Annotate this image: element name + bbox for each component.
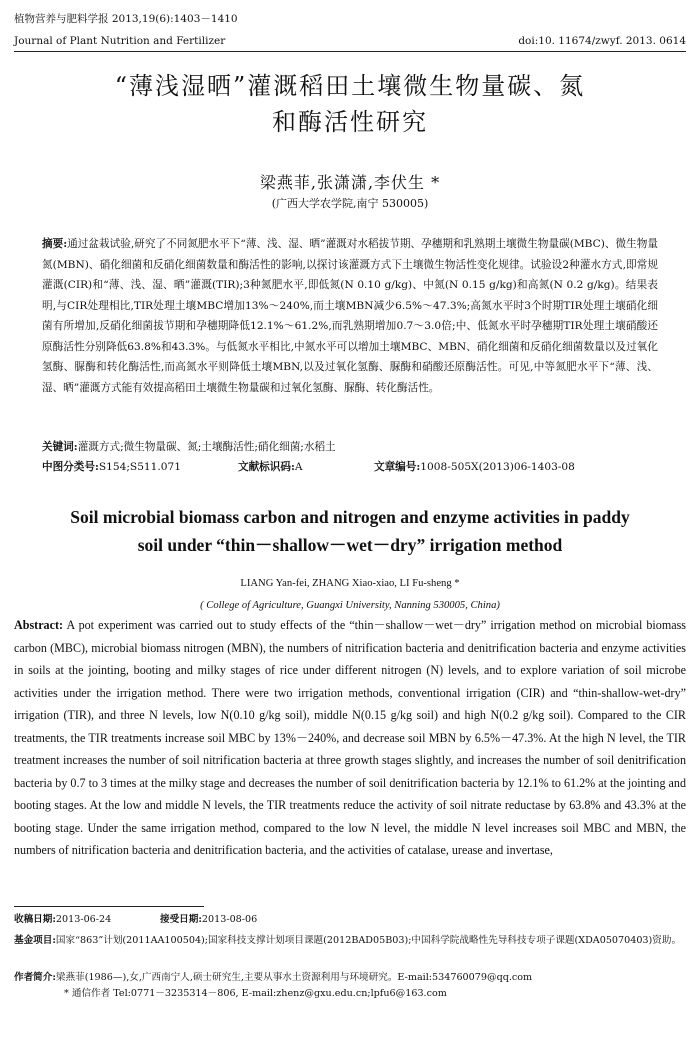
en-abstract-label: Abstract:	[14, 618, 64, 632]
journal-header-cn: 植物营养与肥料学报 2013,19(6):1403－1410	[14, 13, 238, 25]
footnote-rule	[14, 906, 204, 907]
clc-value: S154;S511.071	[98, 461, 182, 473]
journal-header-en: Journal of Plant Nutrition and Fertilizer	[14, 35, 226, 47]
cn-title-line-2: 和酶活性研究	[272, 108, 428, 136]
cn-abstract-text: 通过盆栽试验,研究了不同氮肥水平下“薄、浅、湿、晒”灌溉对水稻拔节期、孕穗期和乳熟期土壤微生物量碳(MBC)、微生物量氮(MBN)、硝化细菌和反硝化细菌数量和酶活性的影响,以探讨该灌溉方式下土壤微生物活性变化规律。试验设2种灌水方式,即常规灌溉(CIR)和“薄、浅、湿、晒”灌溉(TIR);3种氮肥水平,即低氮(N 0.10 g/kg)、中氮(N 0.15 g/kg)和高氮(N 0.2 g/kg)。结果表明,与CIR处理相比,TIR处理土壤MBC增加13%～240%,而土壤MBN减少6.5%～47.3%;高氮水平时3个时期TIR处理土壤硝化细菌有所增加,反硝化细菌拔节期和孕穗期降低12.1%～61.2%,而乳熟期增加0.7～3.0倍;中、低氮水平时孕穗期TIR处理土壤硝酸还原酶活性分别降低63.8%和43.3%。与低氮水平相比,中氮水平可以增加土壤MBC、MBN、硝化细菌和反硝化细菌数量以及过氧化氢酶、脲酶和转化酶活性,而高氮水平则降低土壤MBN,以及过氧化氢酶、脲酶和硝酸还原酶活性。可见,中等氮肥水平下“薄、浅、湿、晒”灌溉方式能有效提高稻田土壤微生物量碳和过氧化氢酶、脲酶、转化酶活性。	[42, 238, 658, 394]
fund-label: 基金项目:	[14, 935, 56, 946]
cn-keywords-label: 关键词:	[42, 441, 78, 453]
author-info-text: 梁燕菲(1986—),女,广西南宁人,硕士研究生,主要从事水土资源利用与环境研究。E-mail:534760079@qq.com	[55, 972, 533, 983]
en-affiliation: ( College of Agriculture, Guangxi University, Nanning 530005, China)	[200, 600, 500, 611]
en-authors: LIANG Yan-fei, ZHANG Xiao-xiao, LI Fu-sheng *	[240, 578, 460, 589]
article-no-group	[374, 457, 575, 477]
cn-affiliation: (广西大学农学院,南宁 530005)	[271, 197, 429, 210]
cn-keywords-text: 灌溉方式;微生物量碳、氮;土壤酶活性;硝化细菌;水稻土	[77, 441, 336, 453]
footnote-contact: * 通信作者 Tel:0771－3235314－806, E-mail:zhenz@gxu.edu.cn;lpfu6@163.com	[64, 988, 447, 999]
en-abstract	[14, 614, 686, 862]
cn-title-line-1: “薄浅湿晒”灌溉稻田土壤微生物量碳、氮	[114, 72, 586, 100]
accepted-group	[160, 912, 257, 928]
cn-abstract	[42, 234, 658, 398]
header-rule	[14, 51, 686, 52]
doc-code-value: A	[294, 461, 303, 473]
cn-abstract-label: 摘要:	[42, 238, 68, 250]
cn-keywords	[42, 437, 658, 457]
doc-code-label: 文献标识码:	[238, 461, 295, 473]
doc-code-group	[238, 457, 374, 477]
cn-title	[40, 68, 660, 140]
en-title	[20, 503, 680, 559]
clc-label: 中图分类号:	[42, 461, 99, 473]
fund-text: 国家“863”计划(2011AA100504);国家科技支撑计划项目课题(2012BAD05B03);中国科学院战略性先导科技专项子课题(XDA05070403)资助。	[55, 935, 682, 946]
cn-classification-row	[42, 457, 658, 477]
author-info-label: 作者简介:	[14, 972, 56, 983]
en-title-line-1: Soil microbial biomass carbon and nitrogen and enzyme activities in paddy	[70, 507, 630, 527]
accepted-label: 接受日期:	[160, 914, 202, 925]
footnote-dates	[14, 912, 686, 928]
received-date: 2013-06-24	[55, 914, 112, 925]
en-abstract-text: A pot experiment was carried out to study effects of the “thin－shallow－wet－dry” irrigation method on microbial biomass carbon (MBC), microbial biomass nitrogen (MBN), the numbers of nitrification bacteria and denitrification bacteria and enzyme activities in soils at the jointing, booting and milky stages of rice under different nitrogen (N) levels, and to explore variation of soil microbe activities under the irrigation method. There were two irrigation methods, conventional irrigation (CIR) and “thin-shallow-wet-dry” irrigation (TIR), and three N levels, low N(0.10 g/kg soil), middle N(0.15 g/kg soil) and high N(0.2 g/kg soil). Compared to the CIR treatments, the TIR treatments increase soil MBC by 13%－240%, and decrease soil MBN by 6.5%－47.3%. At the high N level, the TIR treatment increases the number of soil nitrification bacteria at three growth stages slightly, and increases the number of soil denitrification bacteria by 0.7 to 3 times at the milky stage and decreases the number of soil denitrification bacteria by 12.1% to 61.2% at the jointing and booting stages. At the low and middle N levels, the TIR treatments reduce the activity of soil nitrate reductase by 63.8% and 43.3% at the booting stage. Under the same irrigation method, compared to the low N level, the middle N level increases soil MBC and MBN, the numbers of nitrification bacteria and denitrification bacteria, and the activities of catalase, urease and invertase,	[14, 618, 687, 857]
accepted-date: 2013-08-06	[201, 914, 258, 925]
article-no-label: 文章编号:	[374, 461, 421, 473]
article-no-value: 1008-505X(2013)06-1403-08	[420, 461, 575, 473]
doi: doi:10. 11674/zwyf. 2013. 0614	[518, 35, 686, 47]
journal-header-row	[14, 34, 686, 48]
footnote-author	[14, 970, 686, 986]
en-title-line-2: soil under “thin－shallow－wet－dry” irrigation method	[137, 535, 563, 555]
footnote-fund	[14, 933, 686, 949]
received-label: 收稿日期:	[14, 914, 56, 925]
received-group	[14, 912, 160, 928]
clc-group	[42, 457, 238, 477]
cn-authors: 梁燕菲,张潇潇,李伏生 *	[259, 173, 441, 192]
